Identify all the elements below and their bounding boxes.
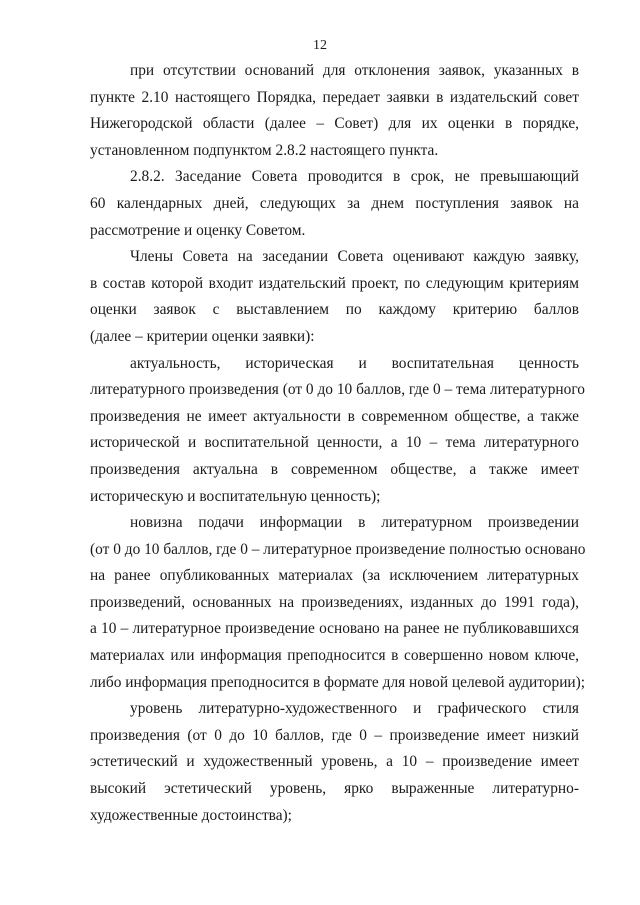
text-line: исторической и воспитательной ценности, а 10 – тема литературного [90, 434, 579, 452]
text-line: произведения не имеет актуальности в современном обществе, а также [90, 407, 579, 425]
text-line: произведения (от 0 до 10 баллов, где 0 – произведение имеет низкий [90, 726, 579, 744]
text-line: оценки заявок с выставлением по каждому критерию баллов [90, 301, 579, 319]
paragraph [90, 58, 579, 164]
text-line: 2.8.2. Заседание Совета проводится в срок, не превышающий [130, 168, 579, 186]
text-line: эстетический и художественный уровень, а 10 – произведение имеет [90, 753, 579, 771]
text-line: уровень литературно-художественного и графического стиля [130, 700, 579, 718]
text-line: при отсутствии оснований для отклонения заявок, указанных в [130, 62, 579, 79]
text-line: произведений, основанных на произведениях, изданных до 1991 года), [90, 593, 579, 611]
text-line: художественные достоинства); [90, 806, 292, 824]
paragraph [90, 510, 586, 696]
paragraph [90, 164, 579, 244]
text-line: произведения актуальна в современном обществе, а также имеет [90, 460, 579, 478]
text-line: высокий эстетический уровень, ярко выраженные литературно- [90, 780, 579, 798]
text-line: материалах или информация преподносится в совершенно новом ключе, [90, 647, 579, 665]
page-number: 12 [313, 38, 327, 53]
paragraph [90, 696, 579, 829]
text-line: пункте 2.10 настоящего Порядка, передает заявки в издательский совет [90, 88, 579, 106]
text-line: на ранее опубликованных материалах (за исключением литературных [90, 567, 579, 585]
paragraph [90, 351, 585, 511]
text-line: установленном подпунктом 2.8.2 настоящего пункта. [90, 141, 439, 159]
text-line: (от 0 до 10 баллов, где 0 – литературное произведение полностью основано [90, 540, 586, 558]
document-body [90, 58, 586, 829]
text-line: историческую и воспитательную ценность); [90, 487, 381, 505]
text-line: Нижегородской области (далее – Совет) для их оценки в порядке, [90, 115, 579, 133]
text-line: в состав которой входит издательский проект, по следующим критериям [90, 274, 579, 292]
text-line: литературного произведения (от 0 до 10 баллов, где 0 – тема литературного [90, 381, 585, 399]
text-line: а 10 – литературное произведение основано на ранее не публиковавшихся [90, 620, 579, 638]
text-line: новизна подачи информации в литературном произведении [130, 514, 579, 532]
text-line: 60 календарных дней, следующих за днем поступления заявок на [90, 194, 579, 212]
text-line: актуальность, историческая и воспитательная ценность [130, 354, 579, 372]
text-line: рассмотрение и оценку Советом. [90, 221, 306, 239]
paragraph [90, 244, 579, 350]
text-line: (далее – критерии оценки заявки): [90, 327, 315, 345]
text-line: Члены Совета на заседании Совета оценивают каждую заявку, [130, 248, 579, 266]
text-line: либо информация преподносится в формате для новой целевой аудитории); [90, 673, 586, 691]
